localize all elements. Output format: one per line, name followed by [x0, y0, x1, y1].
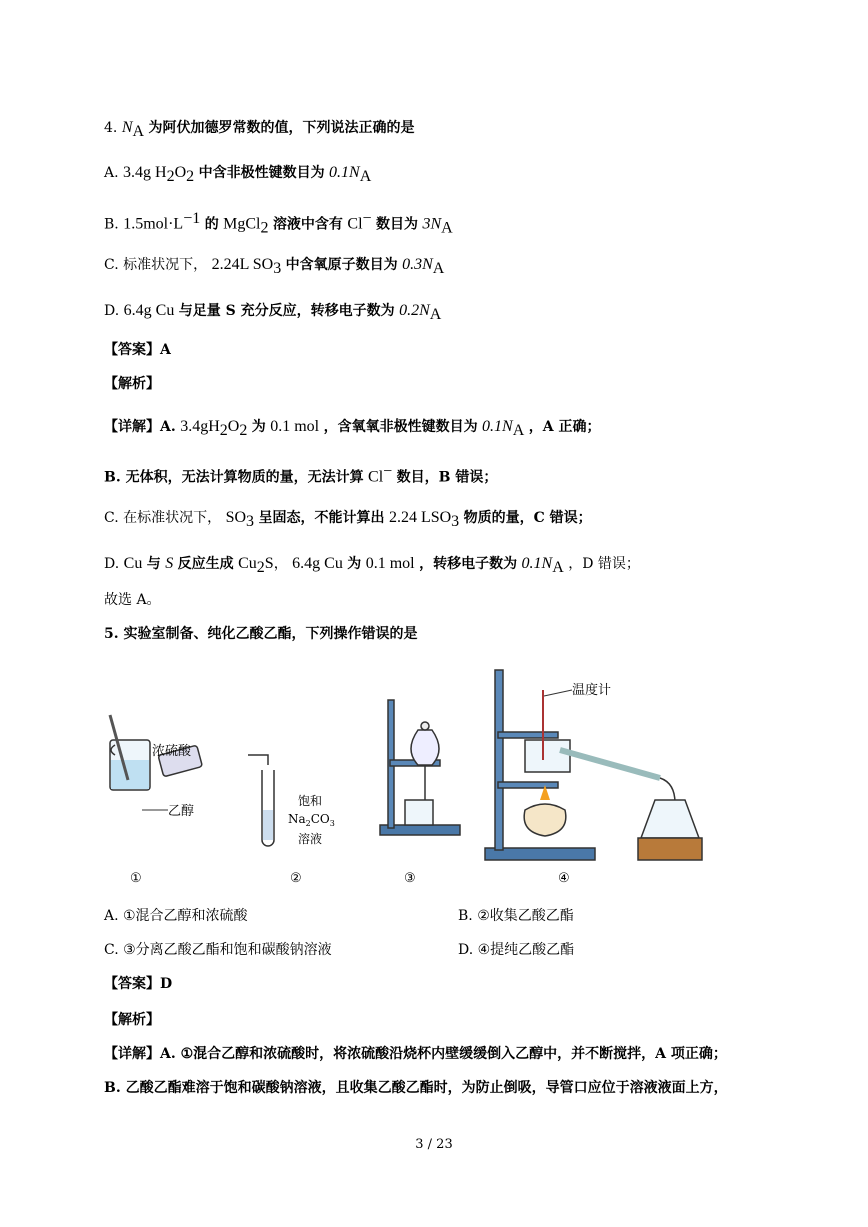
q4-detail-a: 【详解】A. $3.4gH_2O_2$ 为 0.1 mol ，含氧氧非极性键数目为 $0.1N_A$ ，A 正确； — [104, 418, 601, 439]
q4-option-c: C. 标准状况下， 2.24L $SO_3$ 中含氧原子数目为 $0.3N_A$ — [104, 256, 445, 277]
label-solution: 溶液 — [298, 832, 323, 846]
q5-option-d: D. ④提纯乙酸乙酯 — [458, 942, 575, 958]
q5-stem: 5. 实验室制备、纯化乙酸乙酯，下列操作错误的是 — [104, 626, 418, 642]
q4-detail-b: B. 无体积，无法计算物质的量，无法计算 Cl− 数目，B 错误； — [104, 463, 498, 486]
q5-option-c: C. ③分离乙酸乙酯和饱和碳酸钠溶液 — [104, 942, 332, 958]
label-saturated: 饱和 — [298, 794, 323, 808]
q5-detail-b: B. 乙酸乙酯难溶于饱和碳酸钠溶液，且收集乙酸乙酯时，为防止倒吸，导管口应位于溶液液面上方， — [104, 1080, 728, 1096]
label-na2co3: $Na_2CO_3$ — [288, 812, 335, 828]
q4-stem: 4. $N_A$ 为阿伏加德罗常数的值，下列说法正确的是 — [104, 119, 415, 140]
figure-number-2: ② — [290, 871, 302, 886]
q4-analysis: 【解析】 — [104, 376, 160, 392]
q5-detail-a: 【详解】A. ①混合乙醇和浓硫酸时，将浓硫酸沿烧杯内壁缓缓倒入乙醇中，并不断搅拌，A 项正确； — [104, 1046, 727, 1062]
q5-option-a: A. ①混合乙醇和浓硫酸 — [104, 908, 248, 924]
separatory-funnel-figure — [380, 700, 460, 835]
q4-option-d: D. 6.4g Cu 与足量 S 充分反应，转移电子数为 $0.2N_A$ — [104, 302, 442, 323]
q4-detail-d: D. Cu 与 S 反应生成 $Cu_2S$， 6.4g Cu 为 0.1 mol ，转移电子数为 $0.1N_A$ ，D 错误； — [104, 555, 640, 576]
figure-number-1: ① — [130, 871, 142, 886]
figure-number-4: ④ — [558, 871, 570, 886]
distillation-figure — [485, 670, 702, 860]
label-conc-acid: 浓硫酸 — [152, 744, 192, 759]
page-number: 3 / 23 — [415, 1137, 453, 1152]
q4-conclusion: 故选 A。 — [104, 592, 161, 608]
q5-option-b: B. ②收集乙酸乙酯 — [458, 908, 574, 924]
label-ethanol: 乙醇 — [168, 804, 195, 819]
q4-option-b: B. $1.5mol\cdot L^{-1}$ 的 MgCl$_2$ 溶液中含有 Cl− 数目为 $3N_A$ — [104, 210, 453, 237]
q4-detail-c: C. 在标准状况下， $SO_3$ 呈固态，不能计算出 2.24 $LSO_3$ 物质的量，C 错误； — [104, 509, 592, 530]
q5-analysis: 【解析】 — [104, 1012, 160, 1028]
test-tube-figure — [248, 755, 274, 846]
figure-number-3: ③ — [404, 871, 416, 886]
q4-option-a: A. 3.4g $H_2O_2$ 中含非极性键数目为 $0.1N_A$ — [104, 164, 372, 185]
label-thermometer: 温度计 — [572, 683, 612, 698]
q5-answer: 【答案】D — [104, 976, 173, 992]
q4-answer: 【答案】A — [104, 342, 171, 358]
apparatus-figure — [100, 660, 730, 890]
